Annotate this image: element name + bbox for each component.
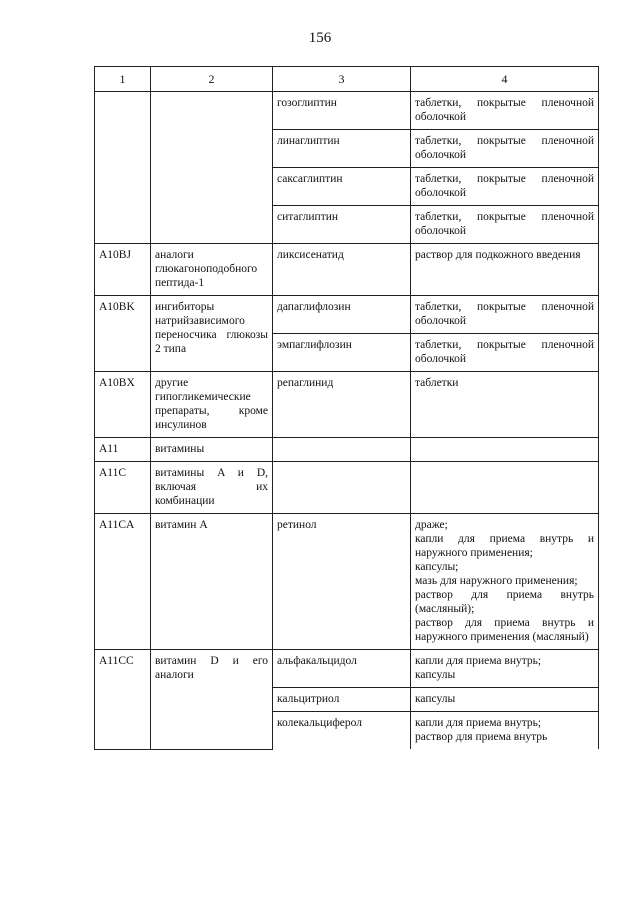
dosage-form-cell [411, 688, 599, 712]
dosage-form-cell [411, 712, 599, 750]
drug-name-cell: саксаглиптин [273, 168, 411, 206]
atc-code-cell: A10BJ [95, 244, 151, 296]
anatomical-group-cell: ингибиторы натрийзависимого переносчика глюкозы 2 типа [151, 296, 273, 372]
dosage-form-cell [411, 92, 599, 130]
drug-name-cell: ретинол [273, 514, 411, 650]
dosage-form-item: раствор для приема внутрь и наружного применения (масляный) [415, 617, 594, 643]
table-row [95, 92, 599, 130]
column-header: 1 [95, 67, 151, 92]
dosage-form-item: капсулы; [415, 561, 459, 573]
drug-name-cell: гозоглиптин [273, 92, 411, 130]
dosage-form-cell [411, 438, 599, 462]
anatomical-group-cell: витамины A и D, включая их комбинации [151, 462, 273, 514]
atc-code-cell: A11CA [95, 514, 151, 650]
dosage-form-item: таблетки, покрытые пленочной оболочкой [415, 211, 594, 237]
dosage-form-cell [411, 244, 599, 296]
anatomical-group-cell: витамин A [151, 514, 273, 650]
drug-name-cell: репаглинид [273, 372, 411, 438]
column-header: 2 [151, 67, 273, 92]
dosage-form-cell [411, 168, 599, 206]
dosage-form-item: таблетки, покрытые пленочной оболочкой [415, 173, 594, 199]
table-row [95, 514, 599, 650]
drug-name-cell: дапаглифлозин [273, 296, 411, 334]
atc-code-cell: A11CC [95, 650, 151, 750]
drug-name-cell: ликсисенатид [273, 244, 411, 296]
dosage-form-item: раствор для приема внутрь (масляный); [415, 589, 594, 615]
anatomical-group-cell: другие гипогликемические препараты, кроме инсулинов [151, 372, 273, 438]
atc-code-cell: A11C [95, 462, 151, 514]
header-row [95, 67, 599, 92]
atc-code-cell: A11 [95, 438, 151, 462]
drug-table [94, 66, 599, 750]
dosage-form-item: мазь для наружного применения; [415, 575, 578, 587]
dosage-form-cell [411, 462, 599, 514]
dosage-form-item: таблетки, покрытые пленочной оболочкой [415, 135, 594, 161]
dosage-form-item: капсулы [415, 693, 456, 705]
table-row [95, 372, 599, 438]
dosage-form-cell [411, 372, 599, 438]
dosage-form-cell [411, 334, 599, 372]
dosage-form-item: таблетки, покрытые пленочной оболочкой [415, 339, 594, 365]
anatomical-group-cell: витамины [151, 438, 273, 462]
atc-code-cell [95, 92, 151, 244]
table-row [95, 650, 599, 688]
dosage-form-cell [411, 514, 599, 650]
dosage-form-item: таблетки [415, 377, 459, 389]
drug-name-cell [273, 462, 411, 514]
dosage-form-item: капли для приема внутрь и наружного применения; [415, 533, 594, 559]
anatomical-group-cell: витамин D и его аналоги [151, 650, 273, 750]
drug-name-cell [273, 438, 411, 462]
dosage-form-item: таблетки, покрытые пленочной оболочкой [415, 301, 594, 327]
page-number: 156 [308, 30, 332, 46]
column-header: 3 [273, 67, 411, 92]
atc-code-cell: A10BX [95, 372, 151, 438]
table-body [95, 92, 599, 750]
dosage-form-item: капли для приема внутрь; [415, 717, 542, 729]
drug-name-cell: альфакальцидол [273, 650, 411, 688]
drug-name-cell: кальцитриол [273, 688, 411, 712]
drug-name-cell: колекальциферол [273, 712, 411, 750]
column-header: 4 [411, 67, 599, 92]
dosage-form-cell [411, 206, 599, 244]
drug-name-cell: эмпаглифлозин [273, 334, 411, 372]
dosage-form-item: капсулы [415, 669, 456, 681]
table-row [95, 462, 599, 514]
drug-name-cell: линаглиптин [273, 130, 411, 168]
table-row [95, 296, 599, 334]
dosage-form-cell [411, 650, 599, 688]
drug-name-cell: ситаглиптин [273, 206, 411, 244]
table-row [95, 438, 599, 462]
dosage-form-item: драже; [415, 519, 448, 531]
anatomical-group-cell [151, 92, 273, 244]
dosage-form-item: раствор для подкожного введения [415, 249, 581, 261]
anatomical-group-cell: аналоги глюкагоноподобного пептида-1 [151, 244, 273, 296]
dosage-form-cell [411, 130, 599, 168]
atc-code-cell: A10BK [95, 296, 151, 372]
dosage-form-item: капли для приема внутрь; [415, 655, 542, 667]
dosage-form-item: раствор для приема внутрь [415, 731, 548, 743]
dosage-form-item: таблетки, покрытые пленочной оболочкой [415, 97, 594, 123]
dosage-form-cell [411, 296, 599, 334]
table-row [95, 244, 599, 296]
